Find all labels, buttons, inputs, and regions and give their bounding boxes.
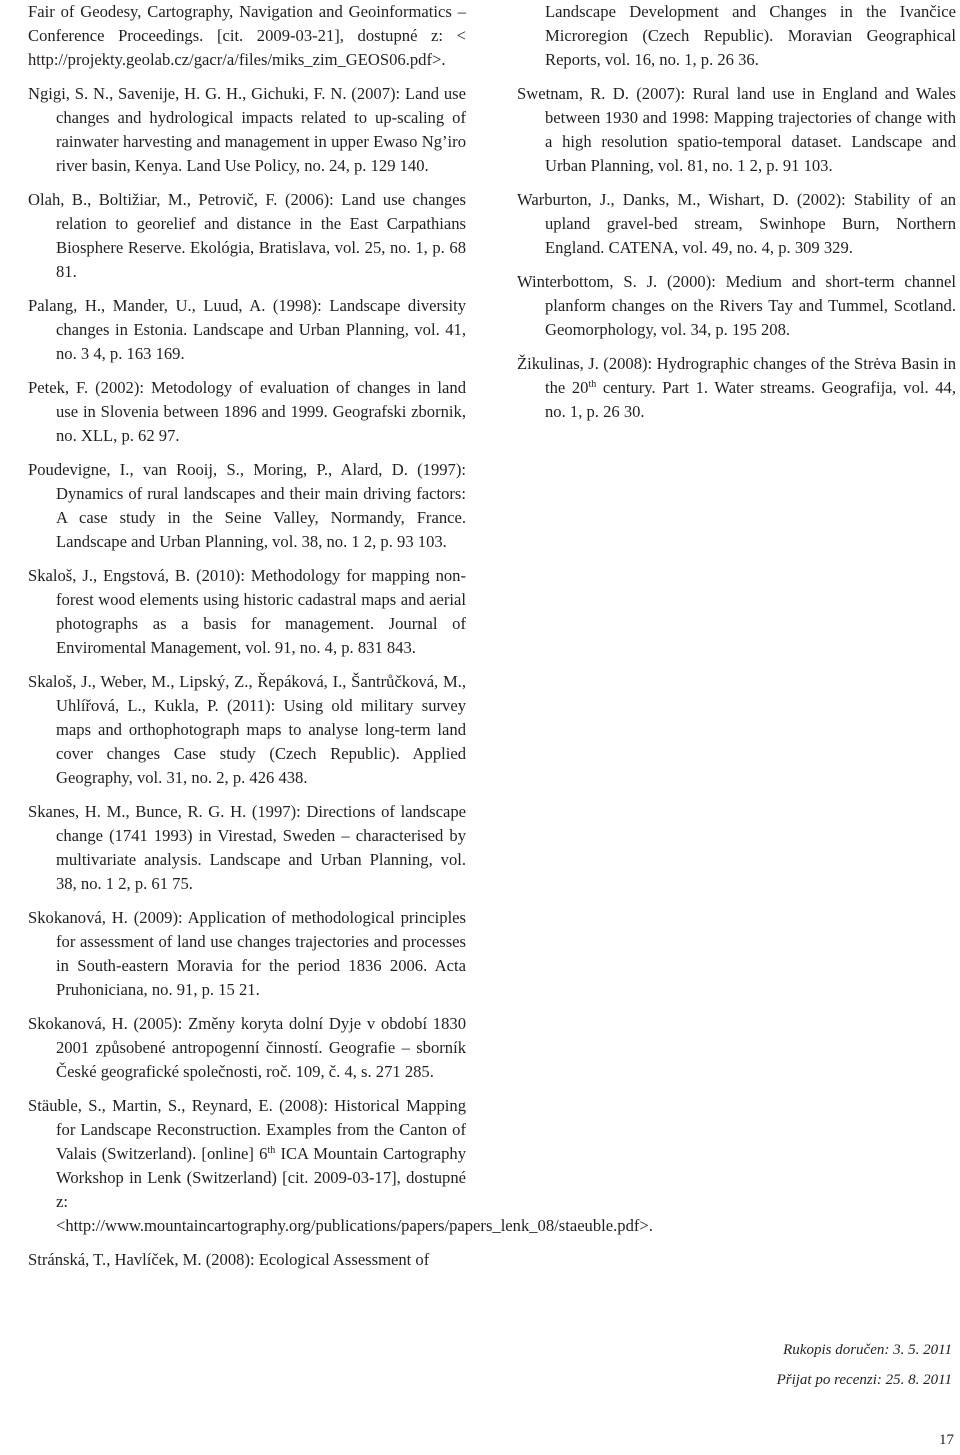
ordinal-superscript: th: [588, 379, 597, 390]
reference-entry: Ngigi, S. N., Savenije, H. G. H., Gichuki, F. N. (2007): Land use changes and hydrological impacts related to up-scaling of rainwater harvesting and management in upper Ewaso Ng’iro river basin, Kenya. Land Use Policy, no. 24, p. 129 140.: [28, 84, 466, 175]
received-date-note: Rukopis doručen: 3. 5. 2011: [783, 1342, 952, 1358]
reference-entry: Skaloš, J., Engstová, B. (2010): Methodology for mapping non-forest wood elements using historic cadastral maps and aerial photographs as a basis for management. Journal of Enviromental Management, vol. 91, no. 4, p. 831 843.: [28, 566, 466, 657]
reference-entry: [517, 352, 956, 424]
reference-text-part: Žikulinas, J. (2008): Hydrographic changes of the Strėva Basin in the 20: [517, 354, 956, 397]
reference-entry: Skokanová, H. (2005): Změny koryta dolní Dyje v období 1830 2001 způsobené antropogenní činností. Geografie – sborník České geografické společnosti, roč. 109, č. 4, s. 271 285.: [28, 1014, 466, 1081]
reference-entry: Skokanová, H. (2009): Application of methodological principles for assessment of land use changes trajectories and processes in South-eastern Moravia for the period 1836 2006. Acta Pruhoniciana, no. 91, p. 15 21.: [28, 908, 466, 999]
reference-entry: Stránská, T., Havlíček, M. (2008): Ecological Assessment of: [28, 1250, 430, 1269]
reference-text-part: Stäuble, S., Martin, S., Reynard, E. (2008): Historical Mapping for Landscape Reconstruction. Examples from the Canton of Valais (Switzerland). [online] 6: [28, 1096, 466, 1163]
reference-entry: Skanes, H. M., Bunce, R. G. H. (1997): Directions of landscape change (1741 1993) in Virestad, Sweden – characterised by multivariate analysis. Landscape and Urban Planning, vol. 38, no. 1 2, p. 61 75.: [28, 802, 466, 893]
reference-entry: Poudevigne, I., van Rooij, S., Moring, P., Alard, D. (1997): Dynamics of rural landscapes and their main driving factors: A case study in the Seine Valley, Normandy, France. Landscape and Urban Planning, vol. 38, no. 1 2, p. 93 103.: [28, 460, 466, 551]
reference-entry: [28, 1094, 653, 1238]
reference-entry: Olah, B., Boltižiar, M., Petrovič, F. (2006): Land use changes relation to georelief and distance in the East Carpathians Biosphere Reserve. Ekológia, Bratislava, vol. 25, no. 1, p. 68 81.: [28, 190, 466, 281]
reference-entry: Winterbottom, S. J. (2000): Medium and short-term channel planform changes on the Rivers Tay and Tummel, Scotland. Geomorphology, vol. 34, p. 195 208.: [517, 272, 956, 339]
reference-entry: Skaloš, J., Weber, M., Lipský, Z., Řepáková, I., Šantrůčková, M., Uhlířová, L., Kukla, P. (2011): Using old military survey maps and orthophotograph maps to analyse long-term land cover changes Case study (Czech Republic). Applied Geography, vol. 31, no. 2, p. 426 438.: [28, 672, 466, 787]
reference-text-part: ICA Mountain Cartography Workshop in Lenk (Switzerland) [cit. 2009-03-17], dostupné z: <http://www.mountaincartography.org/publications/papers/papers_lenk_08/staeuble.pdf>.: [56, 1144, 653, 1235]
reference-entry: Warburton, J., Danks, M., Wishart, D. (2002): Stability of an upland gravel-bed stream, Swinhope Burn, Northern England. CATENA, vol. 49, no. 4, p. 309 329.: [517, 190, 956, 257]
page-number: 17: [939, 1432, 954, 1448]
left-column: [28, 0, 653, 1282]
reference-entry: Petek, F. (2002): Metodology of evaluation of changes in land use in Slovenia between 1896 and 1999. Geografski zbornik, no. XLL, p. 62 97.: [28, 378, 466, 445]
reference-entry: Landscape Development and Changes in the Ivančice Microregion (Czech Republic). Moravian Geographical Reports, vol. 16, no. 1, p. 26 36.: [545, 2, 956, 69]
right-column: [517, 0, 956, 434]
reference-entry: Palang, H., Mander, U., Luud, A. (1998): Landscape diversity changes in Estonia. Landscape and Urban Planning, vol. 41, no. 3 4, p. 163 169.: [28, 296, 466, 363]
reference-entry: Fair of Geodesy, Cartography, Navigation and Geoinformatics – Conference Proceedings. [cit. 2009-03-21], dostupné z: < http://projekty.geolab.cz/gacr/a/files/miks_zim_GEOS06.pdf>.: [28, 2, 466, 69]
accepted-date-note: Přijat po recenzi: 25. 8. 2011: [776, 1372, 952, 1388]
reference-text-part: century. Part 1. Water streams. Geografija, vol. 44, no. 1, p. 26 30.: [545, 378, 956, 421]
ordinal-superscript: th: [267, 1145, 276, 1156]
reference-entry: Swetnam, R. D. (2007): Rural land use in England and Wales between 1930 and 1998: Mapping trajectories of change with a high resolution spatio-temporal dataset. Landscape and Urban Planning, vol. 81, no. 1 2, p. 91 103.: [517, 84, 956, 175]
